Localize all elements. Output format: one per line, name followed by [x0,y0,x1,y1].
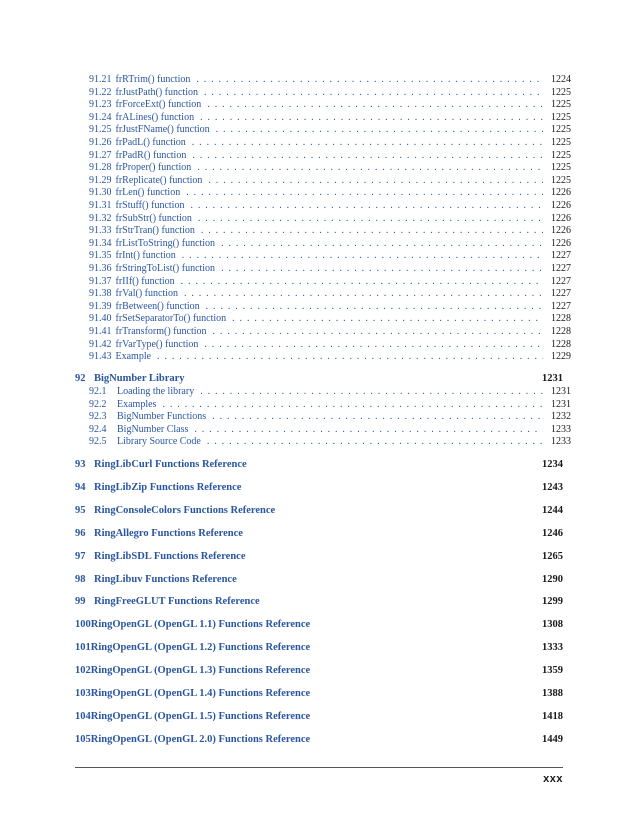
chapter-number: 99 [75,596,86,608]
section-title: frReplicate() function [115,174,203,186]
toc-chapter-entry[interactable] [75,641,563,654]
toc-entry[interactable] [89,187,571,199]
dot-leader [181,276,543,288]
chapter-number: 97 [75,550,86,562]
footer-page-label: xxx [543,773,563,785]
toc-entry[interactable] [89,411,571,423]
section-title: frSetSeparatorTo() function [115,313,227,325]
dot-leader [157,351,543,363]
section-title: frTransform() function [115,326,207,337]
page-number: 1359 [542,665,563,677]
section-title: Loading the library [117,386,195,397]
section-title: Library Source Code [117,436,201,448]
section-number: 91.35 [89,250,112,262]
dot-leader [207,436,543,448]
page-number: 1265 [542,550,563,562]
toc-entry[interactable] [89,238,571,250]
toc-entry[interactable] [89,436,571,448]
page-number: 1226 [551,225,571,237]
chapter-title: RingOpenGL (OpenGL 1.1) Functions Reference [90,619,311,631]
dot-leader [194,424,543,436]
dot-leader [200,112,543,124]
chapter-number: 93 [75,459,86,470]
chapter-title: RingOpenGL (OpenGL 1.5) Functions Reference [90,710,311,722]
chapter-number: 105 [75,733,91,745]
section-title: frPadR() function [115,149,187,161]
section-number: 91.23 [89,99,112,111]
page-number: 1246 [542,527,563,539]
page-number: 1227 [551,300,571,312]
chapter-number: 92 [75,373,86,384]
section-number: 92.4 [89,423,107,435]
section-title: frStuff() function [115,200,185,211]
toc-entry[interactable] [89,276,571,288]
page-number: 1244 [542,504,563,516]
page-number: 1231 [551,398,571,410]
page-number: 1226 [551,200,571,211]
section-number: 91.36 [89,263,112,274]
toc-entry[interactable] [89,74,571,86]
dot-leader [232,313,543,325]
page-number: 1388 [542,688,563,699]
toc-entry[interactable] [89,213,571,225]
dot-leader [213,326,543,338]
section-number: 92.5 [89,436,107,448]
chapter-title: RingOpenGL (OpenGL 1.3) Functions Reference [90,665,311,677]
page-number: 1308 [542,619,563,631]
section-title: frALines() function [115,111,195,123]
footer-divider [75,767,563,768]
chapter-number: 101 [75,642,91,654]
section-title: BigNumber Class [117,423,189,435]
toc-entry[interactable] [89,288,571,300]
toc-chapter-entry[interactable] [75,550,563,563]
toc-entry[interactable] [89,162,571,174]
dot-leader [190,200,543,212]
chapter-number: 96 [75,527,86,539]
section-title: frPadL() function [115,137,186,148]
section-title: frProper() function [115,162,192,174]
toc-entry[interactable] [89,339,571,351]
section-title: frInt() function [115,250,176,262]
dot-leader [192,150,543,162]
page-number: 1225 [551,124,571,136]
section-number: 91.21 [89,74,112,85]
section-number: 92.1 [89,386,107,397]
section-title: frJustPath() function [115,86,198,98]
dot-leader [208,175,543,187]
toc-chapter-entry[interactable] [75,372,563,385]
toc-chapter-entry[interactable] [75,504,563,517]
section-number: 91.33 [89,225,112,237]
dot-leader [197,162,543,174]
dot-leader [206,301,543,313]
dot-leader [184,288,543,300]
toc-chapter-entry[interactable] [75,733,563,746]
toc-entry[interactable] [89,250,571,262]
dot-leader [196,74,543,86]
dot-leader [200,386,543,398]
section-title: frIIf() function [115,275,175,287]
page-number: 1227 [551,288,571,300]
page-number: 1290 [542,573,563,585]
chapter-title: RingAllegro Functions Reference [94,527,243,539]
chapter-title: RingLibuv Functions Reference [94,573,237,585]
section-number: 91.26 [89,137,112,148]
chapter-title: RingLibCurl Functions Reference [94,459,247,470]
toc-chapter-entry[interactable] [75,710,563,723]
section-title: frStringToList() function [115,263,216,274]
page-number: 1226 [551,237,571,249]
section-number: 91.29 [89,174,112,186]
chapter-title: RingOpenGL (OpenGL 1.4) Functions Reference [90,688,311,699]
page-number: 1234 [542,459,563,470]
page-number: 1243 [542,481,563,493]
section-title: Example [115,351,152,363]
chapter-title: RingLibZip Functions Reference [94,481,242,493]
dot-leader [186,187,543,199]
section-number: 92.2 [89,398,107,410]
section-number: 91.32 [89,212,112,224]
section-title: frListToString() function [115,237,216,249]
page-number: 1225 [551,162,571,174]
section-number: 91.30 [89,187,112,199]
chapter-title: RingLibSDL Functions Reference [94,550,246,562]
section-number: 91.42 [89,338,112,350]
toc-entry[interactable] [89,313,571,325]
dot-leader [221,238,543,250]
toc-entry[interactable] [89,87,571,99]
section-number: 91.31 [89,200,112,211]
dot-leader [201,225,543,237]
page-number: 1225 [551,174,571,186]
page-number: 1449 [542,733,563,745]
chapter-number: 95 [75,504,86,516]
section-title: frJustFName() function [115,124,210,136]
page-number: 1228 [551,326,571,337]
toc-entry[interactable] [89,175,571,187]
page-number: 1233 [551,423,571,435]
section-number: 91.27 [89,149,112,161]
section-number: 91.25 [89,124,112,136]
toc-chapter-entry[interactable] [75,595,563,608]
toc-chapter-entry[interactable] [75,618,563,631]
chapter-number: 100 [75,619,91,631]
page-number: 1231 [542,373,563,384]
toc-entry[interactable] [89,424,571,436]
page-number: 1225 [551,149,571,161]
section-title: frRTrim() function [115,74,191,85]
chapter-number: 102 [75,665,91,677]
page-number: 1224 [551,74,571,85]
dot-leader [182,250,543,262]
section-number: 91.22 [89,86,112,98]
section-number: 91.41 [89,326,112,337]
chapter-title: RingOpenGL (OpenGL 2.0) Functions Reference [90,733,311,745]
page-number: 1228 [551,338,571,350]
page-number: 1226 [551,212,571,224]
toc-entry[interactable] [89,124,571,136]
section-number: 91.37 [89,275,112,287]
dot-leader [216,124,543,136]
section-number: 92.3 [89,411,107,423]
dot-leader [221,263,543,275]
section-title: frSubStr() function [115,212,192,224]
section-title: frVal() function [115,288,178,300]
section-title: frForceExt() function [115,99,202,111]
section-number: 91.43 [89,351,112,363]
dot-leader [204,87,543,99]
section-title: BigNumber Functions [117,411,207,423]
dot-leader [207,99,543,111]
page-number: 1225 [551,111,571,123]
toc-entry[interactable] [89,225,571,237]
section-number: 91.39 [89,300,112,312]
page-number: 1233 [551,436,571,448]
toc-entry[interactable] [89,137,571,149]
page-number: 1229 [551,351,571,363]
section-number: 91.28 [89,162,112,174]
toc-chapter-entry[interactable] [75,481,563,494]
page-number: 1225 [551,99,571,111]
toc-entry[interactable] [89,386,571,398]
section-number: 91.34 [89,237,112,249]
chapter-number: 98 [75,573,86,585]
page-number: 1418 [542,710,563,722]
page-number: 1227 [551,275,571,287]
section-title: frVarType() function [115,338,199,350]
toc-entry[interactable] [89,351,571,363]
toc-entry[interactable] [89,326,571,338]
page-number: 1333 [542,642,563,654]
page-number: 1231 [551,386,571,397]
toc-entry[interactable] [89,200,571,212]
page-number: 1232 [551,411,571,423]
toc-entry[interactable] [89,301,571,313]
section-title: frBetween() function [115,300,200,312]
section-title: frStrTran() function [115,225,195,237]
chapter-title: RingOpenGL (OpenGL 1.2) Functions Reference [90,642,311,654]
dot-leader [162,399,543,411]
toc-entry[interactable] [89,150,571,162]
chapter-number: 103 [75,688,91,699]
toc-chapter-entry[interactable] [75,664,563,677]
toc-chapter-entry[interactable] [75,527,563,540]
chapter-title: BigNumber Library [94,373,185,384]
toc-chapter-entry[interactable] [75,458,563,471]
section-title: Examples [117,398,157,410]
section-number: 91.40 [89,313,112,325]
page-number: 1228 [551,313,571,325]
dot-leader [198,213,543,225]
toc-chapter-entry[interactable] [75,687,563,700]
dot-leader [212,411,543,423]
toc-entry[interactable] [89,399,571,411]
page-number: 1225 [551,86,571,98]
section-number: 91.24 [89,111,112,123]
page-number: 1227 [551,250,571,262]
chapter-title: RingFreeGLUT Functions Reference [94,596,260,608]
chapter-number: 94 [75,481,86,493]
section-number: 91.38 [89,288,112,300]
toc-chapter-entry[interactable] [75,573,563,586]
chapter-number: 104 [75,710,91,722]
page-number: 1299 [542,596,563,608]
toc-entry[interactable] [89,112,571,124]
toc-entry[interactable] [89,99,571,111]
chapter-title: RingConsoleColors Functions Reference [94,504,276,516]
page-number: 1227 [551,263,571,274]
page-number: 1225 [551,137,571,148]
dot-leader [192,137,543,149]
section-title: frLen() function [115,187,181,199]
toc-entry[interactable] [89,263,571,275]
page-number: 1226 [551,187,571,199]
dot-leader [204,339,543,351]
